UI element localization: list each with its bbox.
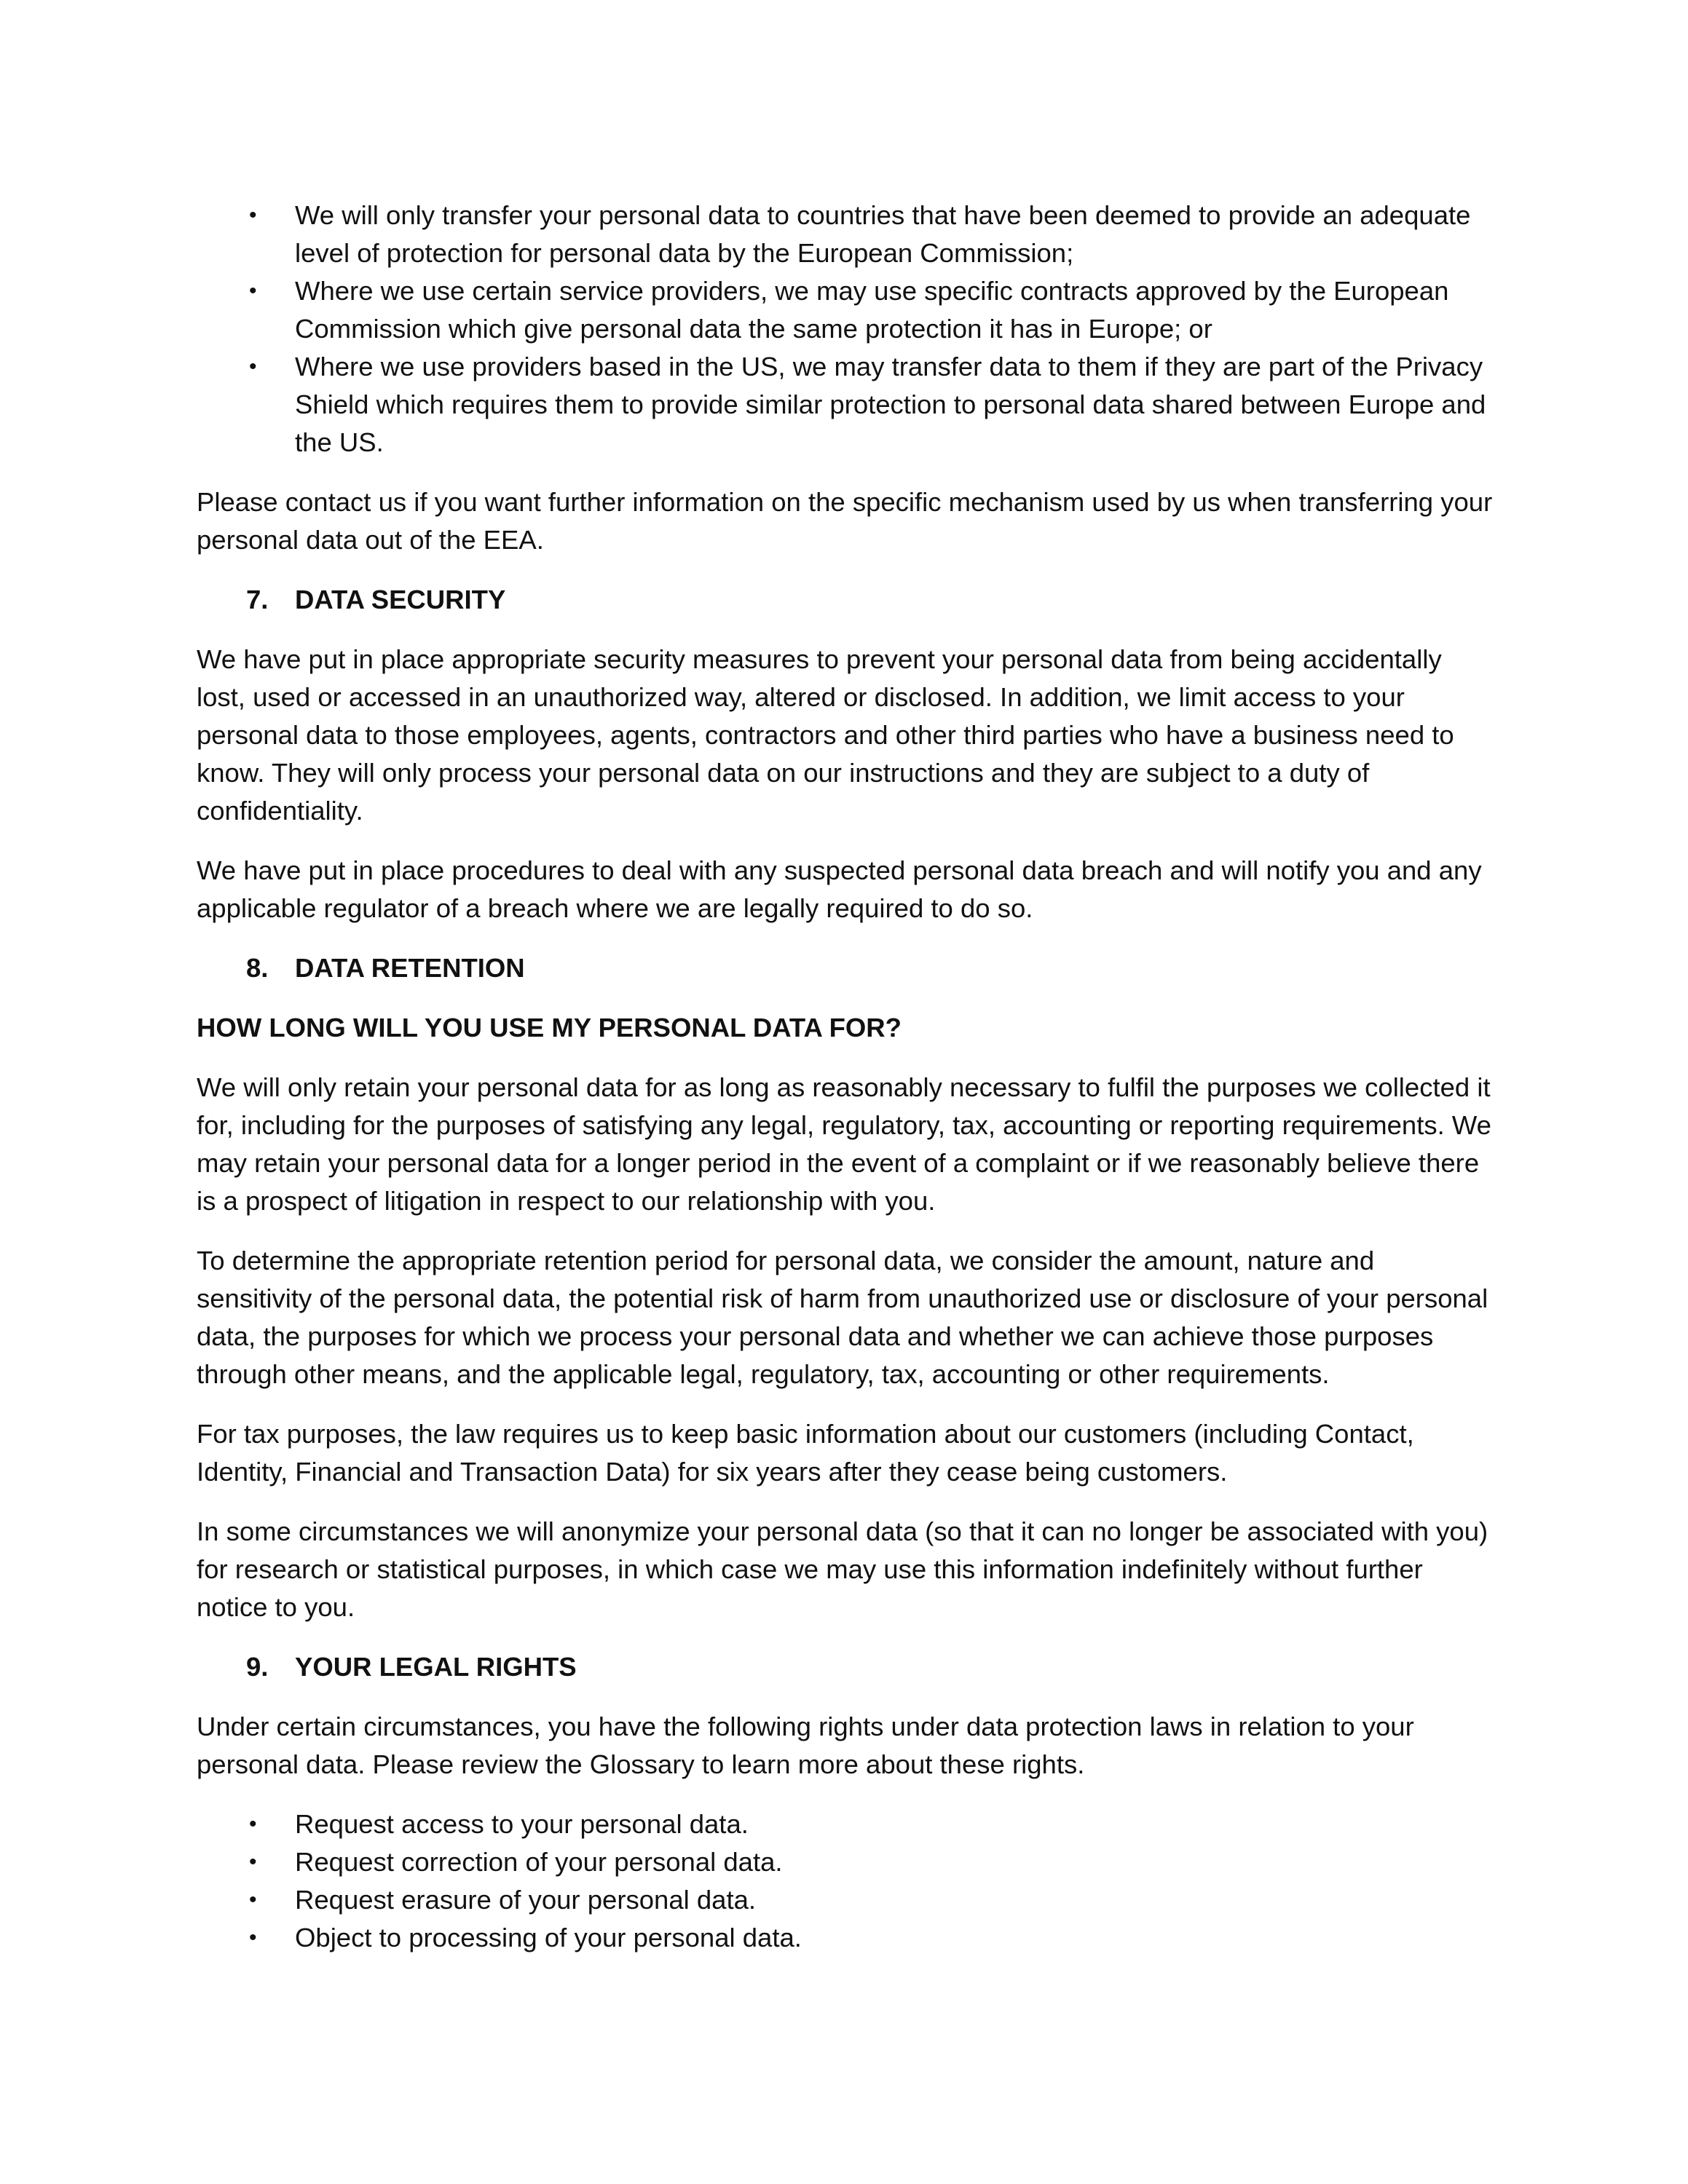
bullet-icon: • bbox=[249, 203, 257, 227]
list-item-text: Request access to your personal data. bbox=[295, 1809, 749, 1839]
list-item-text: We will only transfer your personal data to countries that have been deemed to provide an adequate level of protection for personal data by the European Commission; bbox=[295, 200, 1471, 268]
list-item bbox=[197, 348, 1493, 462]
list-item-text: Where we use providers based in the US, we may transfer data to them if they are part of the Privacy Shield which requires them to provide similar protection to personal data shared between Europe and the US. bbox=[295, 352, 1486, 457]
paragraph: For tax purposes, the law requires us to keep basic information about our customers (including Contact, Identity, Financial and Transaction Data) for six years after they cease being customers. bbox=[197, 1419, 1414, 1487]
document-page bbox=[197, 197, 1493, 1979]
list-item-text: Request erasure of your personal data. bbox=[295, 1885, 757, 1915]
bullet-icon: • bbox=[249, 279, 257, 303]
bullet-icon: • bbox=[249, 355, 257, 379]
paragraph: To determine the appropriate retention period for personal data, we consider the amount, nature and sensitivity of the personal data, the potential risk of harm from unauthorized use or disclosure of your personal data, the purposes for which we process your personal data and whether we can achieve those purposes through other means, and the applicable legal, regulatory, tax, accounting or other requirements. bbox=[197, 1246, 1488, 1389]
bullet-icon: • bbox=[249, 1812, 257, 1836]
rights-bullet-list bbox=[197, 1805, 1493, 1957]
bullet-icon: • bbox=[249, 1850, 257, 1874]
list-item bbox=[197, 1843, 1493, 1881]
paragraph: Under certain circumstances, you have the following rights under data protection laws in relation to your personal data. Please review the Glossary to learn more about these rights. bbox=[197, 1712, 1414, 1779]
list-item bbox=[197, 1881, 1493, 1919]
list-item bbox=[197, 197, 1493, 272]
contact-paragraph: Please contact us if you want further information on the specific mechanism used by us when transferring your personal data out of the EEA. bbox=[197, 487, 1493, 555]
paragraph: We have put in place appropriate security measures to prevent your personal data from being accidentally lost, used or accessed in an unauthorized way, altered or disclosed. In addition, we limit access to your personal data to those employees, agents, contractors and other third parties who have a business need to know. They will only process your personal data on our instructions and they are subject to a duty of confidentiality. bbox=[197, 644, 1454, 826]
list-item bbox=[197, 272, 1493, 348]
section-8-subheading: HOW LONG WILL YOU USE MY PERSONAL DATA FOR? bbox=[197, 1013, 902, 1042]
list-item-text: Request correction of your personal data. bbox=[295, 1847, 783, 1877]
section-number: 8. bbox=[246, 953, 269, 983]
section-number: 7. bbox=[246, 585, 269, 614]
section-title: DATA SECURITY bbox=[295, 585, 506, 614]
section-7-heading bbox=[197, 581, 1493, 619]
transfer-bullet-list bbox=[197, 197, 1493, 462]
paragraph: We will only retain your personal data for as long as reasonably necessary to fulfil the purposes we collected it for, including for the purposes of satisfying any legal, regulatory, tax, accounting or reporting requirements. We may retain your personal data for a longer period in the event of a complaint or if we reasonably believe there is a prospect of litigation in respect to our relationship with you. bbox=[197, 1072, 1491, 1216]
section-9-heading bbox=[197, 1648, 1493, 1686]
paragraph: In some circumstances we will anonymize your personal data (so that it can no longer be associated with you) for research or statistical purposes, in which case we may use this information indefinitely without further notice to you. bbox=[197, 1516, 1488, 1622]
section-8-heading bbox=[197, 949, 1493, 987]
bullet-icon: • bbox=[249, 1926, 257, 1950]
list-item-text: Object to processing of your personal data. bbox=[295, 1923, 802, 1952]
section-title: YOUR LEGAL RIGHTS bbox=[295, 1652, 577, 1682]
list-item bbox=[197, 1805, 1493, 1843]
list-item-text: Where we use certain service providers, we may use specific contracts approved by the European Commission which give personal data the same protection it has in Europe; or bbox=[295, 276, 1449, 344]
section-title: DATA RETENTION bbox=[295, 953, 525, 983]
paragraph: We have put in place procedures to deal with any suspected personal data breach and will notify you and any applicable regulator of a breach where we are legally required to do so. bbox=[197, 855, 1482, 923]
section-number: 9. bbox=[246, 1652, 269, 1682]
bullet-icon: • bbox=[249, 1888, 257, 1912]
list-item bbox=[197, 1919, 1493, 1957]
